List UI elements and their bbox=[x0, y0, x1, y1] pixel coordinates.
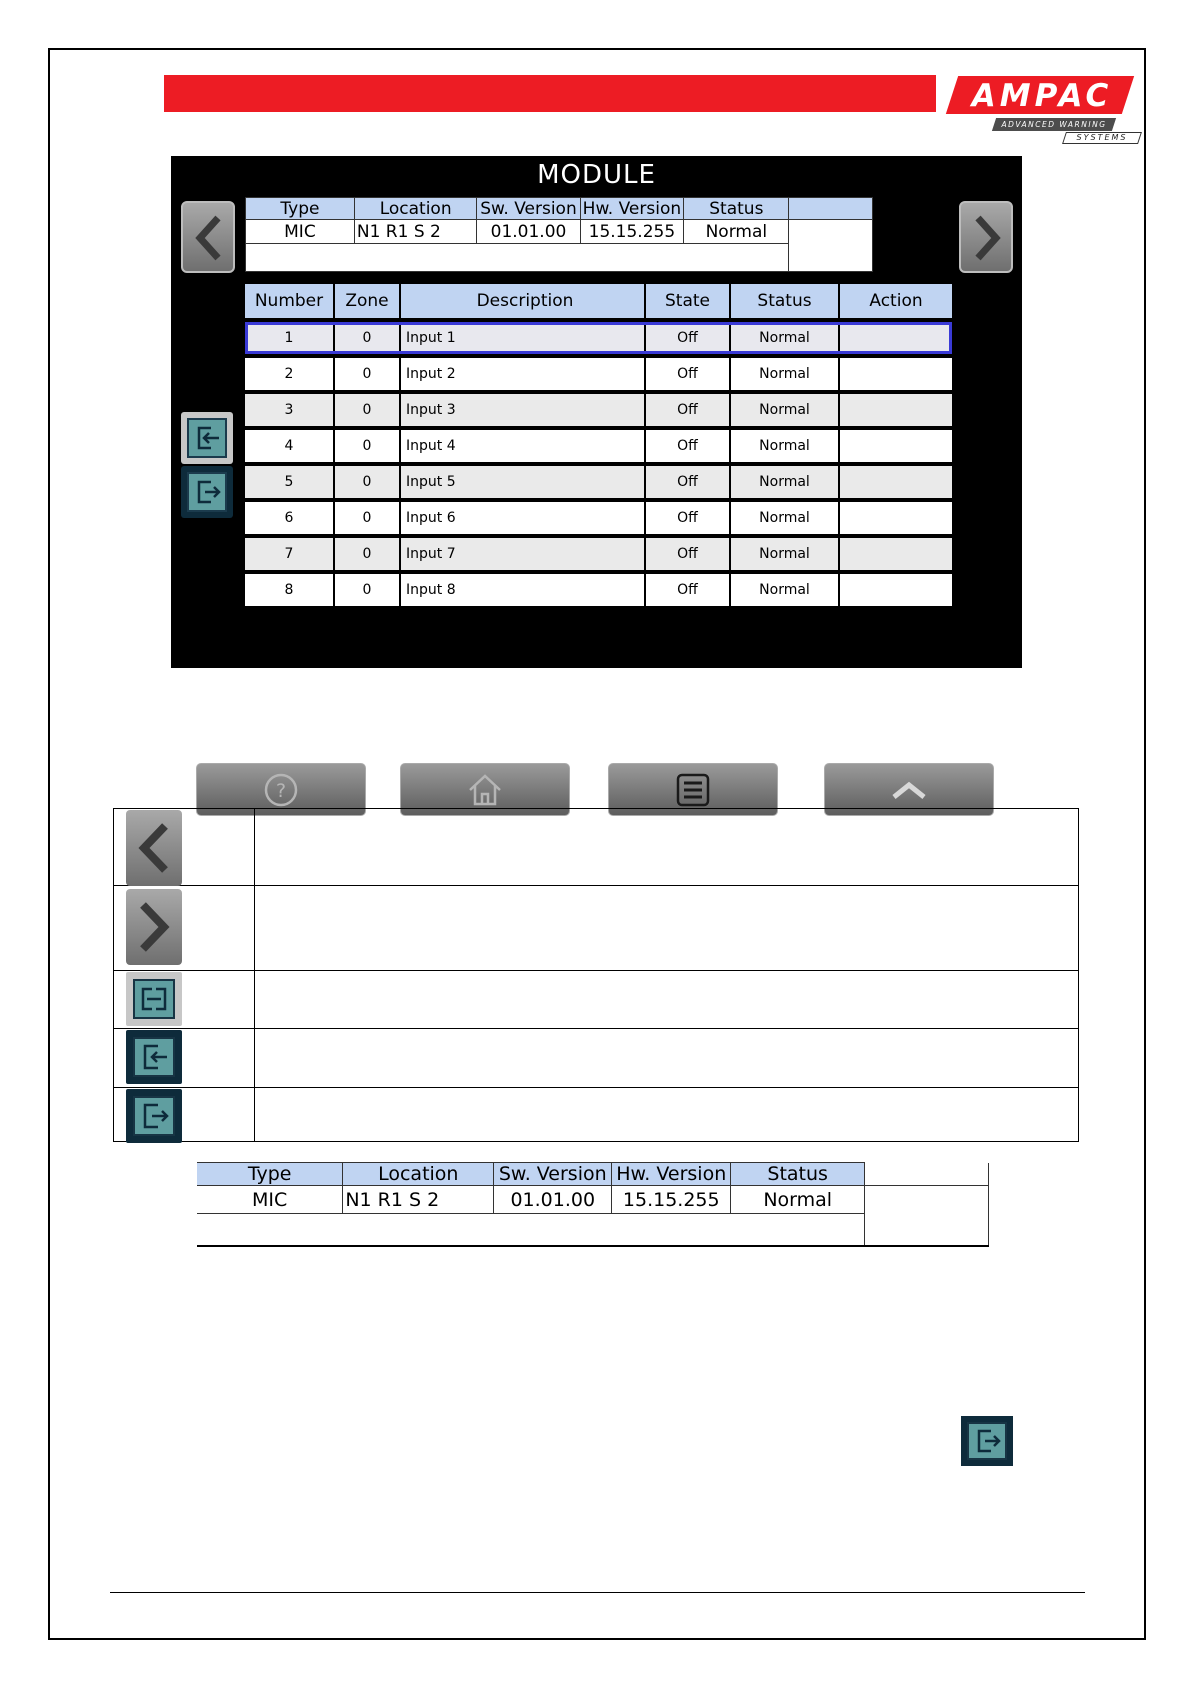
legend-input-output-icon-box bbox=[126, 972, 182, 1026]
info-side-cell bbox=[789, 220, 873, 272]
point-status-cell: Normal bbox=[731, 466, 840, 498]
header-red-bar bbox=[164, 75, 936, 112]
col-description: Description bbox=[401, 284, 646, 318]
input-output-icon bbox=[135, 980, 173, 1018]
inline-output-icon-box bbox=[961, 1416, 1013, 1466]
legend-previous-icon-box bbox=[126, 810, 182, 886]
point-state-cell: Off bbox=[646, 394, 731, 426]
chevron-left-icon bbox=[135, 822, 173, 874]
point-number-cell: 8 bbox=[245, 574, 335, 606]
point-description-cell: Input 6 bbox=[401, 502, 646, 534]
legend-row-input bbox=[114, 1029, 1078, 1088]
point-state-cell: Off bbox=[646, 466, 731, 498]
point-row[interactable] bbox=[245, 358, 952, 390]
point-action-cell bbox=[840, 358, 952, 390]
screen-title: MODULE bbox=[537, 160, 656, 190]
previous-button[interactable] bbox=[181, 201, 235, 273]
footer-rule bbox=[110, 1592, 1085, 1593]
point-description-cell: Input 5 bbox=[401, 466, 646, 498]
point-row[interactable] bbox=[245, 430, 952, 462]
point-status-cell: Normal bbox=[731, 538, 840, 570]
point-number-cell: 3 bbox=[245, 394, 335, 426]
point-action-cell bbox=[840, 574, 952, 606]
point-zone-cell: 0 bbox=[335, 538, 401, 570]
point-number-cell: 7 bbox=[245, 538, 335, 570]
point-zone-cell: 0 bbox=[335, 574, 401, 606]
info-blank-row bbox=[246, 244, 789, 272]
col-zone: Zone bbox=[335, 284, 401, 318]
point-status-cell: Normal bbox=[731, 502, 840, 534]
point-zone-cell: 0 bbox=[335, 430, 401, 462]
detail-blank-row bbox=[197, 1214, 865, 1246]
point-zone-cell: 0 bbox=[335, 502, 401, 534]
point-row[interactable] bbox=[245, 394, 952, 426]
legend-row-output bbox=[114, 1088, 1078, 1142]
point-status-cell: Normal bbox=[731, 358, 840, 390]
point-number-cell: 5 bbox=[245, 466, 335, 498]
logo-brand: AMPAC bbox=[971, 78, 1113, 114]
info-location-value: N1 R1 S 2 bbox=[354, 220, 477, 244]
info-sw-version-value: 01.01.00 bbox=[477, 220, 580, 244]
info-type-value: MIC bbox=[246, 220, 355, 244]
point-status-cell: Normal bbox=[731, 394, 840, 426]
input-icon bbox=[189, 420, 225, 456]
chevron-left-icon bbox=[192, 215, 226, 261]
info-hw-version-value: 15.15.255 bbox=[580, 220, 684, 244]
col-number: Number bbox=[245, 284, 335, 318]
point-state-cell: Off bbox=[646, 574, 731, 606]
legend-output-icon-box bbox=[126, 1089, 182, 1143]
info-header-location: Location bbox=[354, 198, 477, 220]
point-number-cell: 6 bbox=[245, 502, 335, 534]
point-row[interactable] bbox=[245, 574, 952, 606]
icon-legend-table bbox=[113, 808, 1079, 1142]
point-description-cell: Input 1 bbox=[401, 322, 646, 354]
col-action: Action bbox=[869, 291, 923, 311]
point-state-cell: Off bbox=[646, 502, 731, 534]
point-description-cell: Input 3 bbox=[401, 394, 646, 426]
point-row[interactable] bbox=[245, 538, 952, 570]
detail-side-cell bbox=[865, 1186, 989, 1246]
detail-hw-version-value: 15.15.255 bbox=[612, 1186, 731, 1214]
info-status-value: Normal bbox=[684, 220, 789, 244]
points-header-row bbox=[245, 284, 952, 318]
output-filter-button[interactable] bbox=[181, 466, 233, 518]
legend-row-next bbox=[114, 886, 1078, 971]
detail-status-value: Normal bbox=[731, 1186, 865, 1214]
next-button[interactable] bbox=[959, 201, 1013, 273]
point-zone-cell: 0 bbox=[335, 322, 401, 354]
input-icon bbox=[135, 1038, 173, 1076]
point-state-cell: Off bbox=[646, 430, 731, 462]
detail-header-hw-version: Hw. Version bbox=[612, 1163, 731, 1186]
help-icon bbox=[263, 772, 299, 808]
info-header-type: Type bbox=[246, 198, 355, 220]
point-status-cell: Normal bbox=[731, 322, 840, 354]
output-icon bbox=[189, 474, 225, 510]
point-action-cell bbox=[840, 502, 952, 534]
legend-row-input-output bbox=[114, 971, 1078, 1029]
logo-tagline: ADVANCED WARNING bbox=[1001, 120, 1107, 129]
points-table bbox=[245, 284, 952, 606]
point-action-cell bbox=[840, 394, 952, 426]
col-status: Status bbox=[731, 284, 840, 318]
point-number-cell: 4 bbox=[245, 430, 335, 462]
detail-header-status: Status bbox=[731, 1163, 865, 1186]
info-header-status: Status bbox=[684, 198, 789, 220]
ampac-logo bbox=[944, 72, 1140, 146]
point-number-cell: 1 bbox=[245, 322, 335, 354]
input-filter-button[interactable] bbox=[181, 412, 233, 464]
point-zone-cell: 0 bbox=[335, 394, 401, 426]
point-action-cell bbox=[840, 466, 952, 498]
point-action-cell bbox=[840, 538, 952, 570]
point-description-cell: Input 8 bbox=[401, 574, 646, 606]
svg-text:?: ? bbox=[275, 779, 287, 802]
point-row[interactable] bbox=[245, 322, 952, 354]
output-icon bbox=[135, 1097, 173, 1135]
detail-header-type: Type bbox=[197, 1163, 343, 1186]
detail-header-location: Location bbox=[343, 1163, 494, 1186]
point-state-cell: Off bbox=[646, 538, 731, 570]
legend-row-previous bbox=[114, 809, 1078, 886]
module-screen bbox=[171, 156, 1022, 802]
point-action-cell bbox=[840, 430, 952, 462]
point-number-cell: 2 bbox=[245, 358, 335, 390]
chevron-right-icon bbox=[970, 215, 1004, 261]
info-header-sw-version: Sw. Version bbox=[477, 198, 580, 220]
point-description-cell: Input 2 bbox=[401, 358, 646, 390]
logo-systems: SYSTEMS bbox=[1076, 133, 1128, 142]
detail-sw-version-value: 01.01.00 bbox=[494, 1186, 612, 1214]
point-action-cell bbox=[840, 322, 952, 354]
output-icon bbox=[969, 1423, 1005, 1459]
info-detail-table bbox=[197, 1162, 989, 1247]
point-state-cell: Off bbox=[646, 322, 731, 354]
point-zone-cell: 0 bbox=[335, 466, 401, 498]
point-status-cell: Normal bbox=[731, 574, 840, 606]
point-row[interactable] bbox=[245, 502, 952, 534]
home-icon bbox=[466, 772, 504, 808]
menu-icon bbox=[675, 772, 711, 808]
chevron-up-icon bbox=[889, 778, 929, 802]
detail-type-value: MIC bbox=[197, 1186, 343, 1214]
point-row[interactable] bbox=[245, 466, 952, 498]
point-zone-cell: 0 bbox=[335, 358, 401, 390]
detail-location-value: N1 R1 S 2 bbox=[343, 1186, 494, 1214]
module-info-table bbox=[245, 197, 873, 272]
col-state: State bbox=[646, 284, 731, 318]
info-header-blank bbox=[789, 198, 873, 220]
point-description-cell: Input 7 bbox=[401, 538, 646, 570]
legend-next-icon-box bbox=[126, 889, 182, 965]
detail-header-blank bbox=[865, 1163, 989, 1186]
point-description-cell: Input 4 bbox=[401, 430, 646, 462]
info-header-hw-version: Hw. Version bbox=[580, 198, 684, 220]
point-status-cell: Normal bbox=[731, 430, 840, 462]
point-state-cell: Off bbox=[646, 358, 731, 390]
legend-input-icon-box bbox=[126, 1030, 182, 1084]
detail-header-sw-version: Sw. Version bbox=[494, 1163, 612, 1186]
chevron-right-icon bbox=[135, 901, 173, 953]
